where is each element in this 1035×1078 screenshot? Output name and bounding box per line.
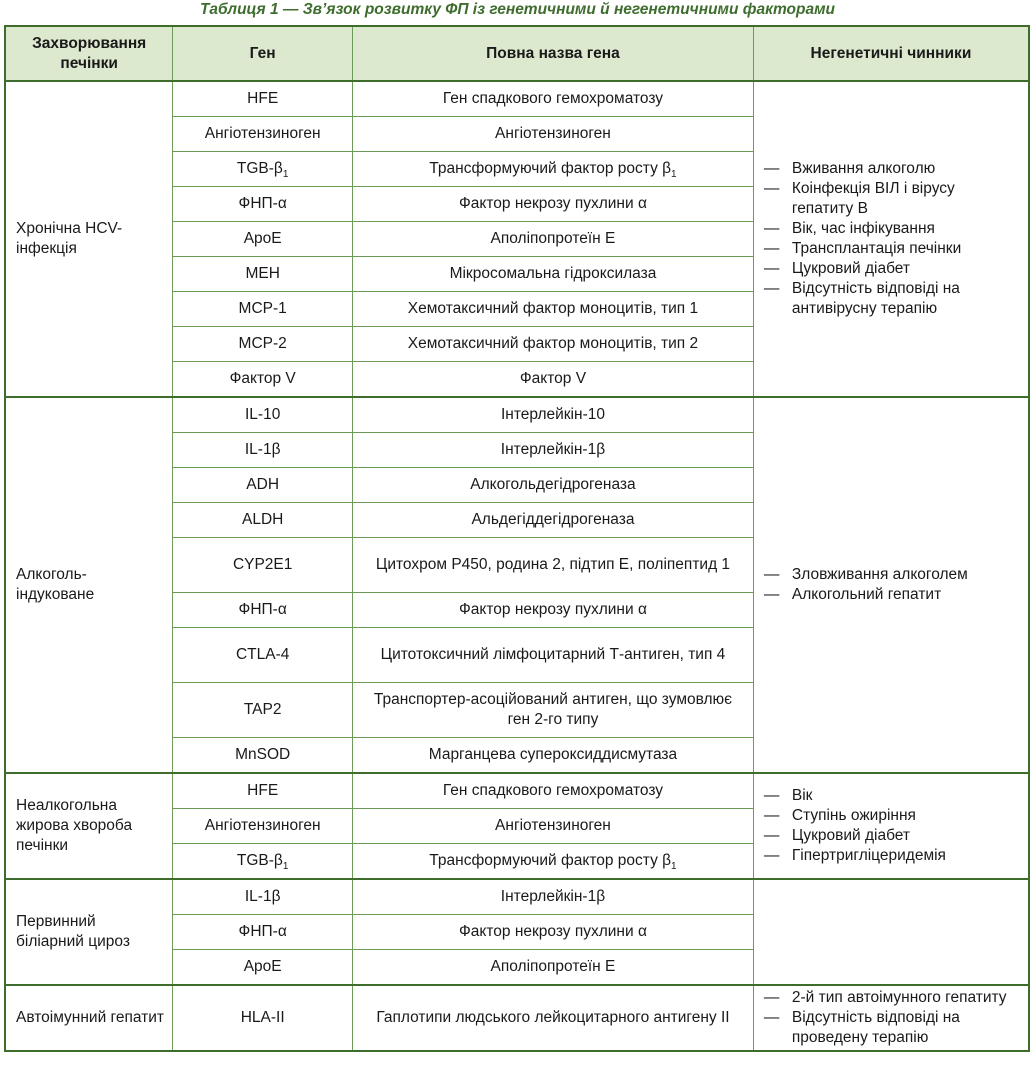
gene-full-name-cell [353,81,754,117]
gene-cell [173,985,353,1051]
factor-item: — Цукровий діабет [764,826,1020,846]
gene-symbol: Ангіотензиноген [204,817,321,834]
gene-cell [173,879,353,915]
gene-symbol: MCP-2 [238,335,287,352]
disease-cell: Автоімунний гепатит [5,985,173,1051]
gene-symbol: MCP-1 [238,300,287,317]
gene-cell [173,738,353,774]
gene-full-name: Транспортер-асоційований антиген, що зумовлює ген 2-го типу [373,691,733,728]
gene-cell [173,773,353,809]
factor-item: — Ступінь ожиріння [764,806,1020,826]
gene-cell [173,397,353,433]
disease-cell: Хронічна HCV-інфекція [5,81,173,397]
gene-full-name-cell [353,257,754,292]
table-row [5,81,1029,117]
gene-full-name-cell [353,397,754,433]
gene-cell [173,468,353,503]
gene-symbol: MEH [245,265,280,282]
gene-cell [173,327,353,362]
factor-item: — Вживання алкоголю [764,159,1020,179]
gene-symbol: HLA-II [240,1009,285,1026]
gene-cell [173,292,353,327]
gene-symbol: ALDH [241,511,284,528]
gene-full-name: Марганцева супероксиддисмутаза [428,746,678,763]
gene-full-name: Трансформуючий фактор росту β [429,852,672,869]
gene-full-name: Трансформуючий фактор росту β [429,160,672,177]
gene-full-name-cell [353,628,754,683]
header-gene: Ген [173,26,353,81]
gene-full-name-cell [353,117,754,152]
gene-full-name-cell [353,809,754,844]
table-caption: Таблиця 1 — Зв’язок розвитку ФП із генетичними й негенетичними факторами [199,1,836,18]
gene-cell [173,844,353,880]
gene-full-name: Гаплотипи людського лейкоцитарного антигену II [376,1009,730,1026]
name-subscript: 1 [671,861,677,873]
header-disease: Захворювання печінки [5,26,173,81]
gene-symbol: TGB-β [236,852,283,869]
gene-cell [173,950,353,986]
gene-full-name-cell [353,773,754,809]
gene-full-name-cell [353,362,754,398]
gene-full-name-cell [353,683,754,738]
gene-full-name: Аполіпопротеїн Е [490,230,616,247]
gene-symbol: ApoE [243,958,282,975]
gene-cell [173,433,353,468]
factors-list [764,786,1020,866]
gene-cell [173,81,353,117]
gene-full-name: Альдегіддегідрогеназа [471,511,635,528]
factors-list [764,159,1020,319]
factors-cell [753,81,1029,397]
factor-item: — Коінфекція ВІЛ і вірусу гепатиту В [764,179,1020,219]
gene-full-name-cell [353,433,754,468]
gene-symbol: TGB-β [236,160,283,177]
gene-full-name-cell [353,222,754,257]
factor-item: — Цукровий діабет [764,259,1020,279]
disease-cell: Алкоголь-індуковане [5,397,173,773]
gene-full-name: Хемотаксичний фактор моноцитів, тип 1 [407,300,699,317]
gene-symbol: IL-10 [245,406,281,423]
factor-item: — Вік [764,786,1020,806]
gene-symbol: CTLA-4 [235,646,290,663]
gene-full-name-cell [353,503,754,538]
factor-item: — Відсутність відповіді на антивірусну терапію [764,279,1020,319]
table-row [5,397,1029,433]
gene-full-name-cell [353,468,754,503]
gene-cell [173,362,353,398]
gene-cell [173,915,353,950]
header-full-name: Повна назва гена [353,26,754,81]
genes-table [4,25,1030,1052]
factor-item: — Відсутність відповіді на проведену терапію [764,1008,1020,1048]
factors-cell [753,879,1029,985]
gene-subscript: 1 [282,169,289,181]
gene-full-name-cell [353,985,754,1051]
table-body [5,81,1029,1051]
factors-cell [753,397,1029,773]
gene-full-name-cell [353,538,754,593]
gene-full-name: Алкогольдегідрогеназа [470,476,636,493]
gene-full-name-cell [353,327,754,362]
gene-symbol: IL-1β [244,888,281,905]
gene-symbol: CYP2E1 [232,556,293,573]
disease-cell: Неалкогольна жирова хвороба печінки [5,773,173,879]
gene-full-name: Фактор некрозу пухлини α [458,923,647,940]
gene-full-name-cell [353,915,754,950]
gene-cell [173,222,353,257]
gene-cell [173,593,353,628]
factor-item: — Вік, час інфікування [764,219,1020,239]
gene-full-name-cell [353,738,754,774]
gene-full-name-cell [353,950,754,986]
gene-full-name: Цитотоксичний лімфоцитарний Т-антиген, тип 4 [380,646,726,663]
header-factors: Негенетичні чинники [753,26,1029,81]
gene-cell [173,257,353,292]
gene-full-name-cell [353,152,754,187]
gene-full-name: Ген спадкового гемохроматозу [442,782,664,799]
gene-symbol: ФНП-α [238,923,287,940]
gene-full-name-cell [353,879,754,915]
gene-cell [173,628,353,683]
factor-item: — Гіпертригліцеридемія [764,846,1020,866]
gene-full-name-cell [353,593,754,628]
gene-full-name: Ген спадкового гемохроматозу [442,90,664,107]
gene-symbol: ADH [246,476,280,493]
gene-cell [173,187,353,222]
factor-item: — Зловживання алкоголем [764,565,1020,585]
gene-symbol: Ангіотензиноген [204,125,321,142]
gene-full-name-cell [353,844,754,880]
disease-cell: Первинний біліарний цироз [5,879,173,985]
gene-full-name: Фактор некрозу пухлини α [458,195,647,212]
gene-cell [173,683,353,738]
gene-cell [173,152,353,187]
header-row [5,26,1029,81]
factors-cell [753,985,1029,1051]
gene-symbol: HFE [247,90,279,107]
table-row [5,985,1029,1051]
factor-item: — Трансплантація печінки [764,239,1020,259]
gene-cell [173,117,353,152]
gene-full-name: Цитохром Р450, родина 2, підтип Е, поліпептид 1 [375,556,731,573]
gene-symbol: Фактор V [229,370,296,387]
gene-full-name: Інтерлейкін-10 [500,406,605,423]
gene-full-name: Ангіотензиноген [495,125,611,142]
gene-full-name: Аполіпопротеїн Е [490,958,616,975]
gene-symbol: ФНП-α [238,195,287,212]
gene-subscript: 1 [282,861,289,873]
gene-full-name-cell [353,187,754,222]
table-row [5,879,1029,915]
gene-symbol: TAP2 [243,701,282,718]
factor-item: — 2-й тип автоімунного гепатиту [764,988,1020,1008]
factor-item: — Алкогольний гепатит [764,585,1020,605]
gene-full-name-cell [353,292,754,327]
gene-cell [173,503,353,538]
gene-symbol: ApoE [243,230,282,247]
gene-symbol: HFE [247,782,279,799]
gene-full-name: Фактор некрозу пухлини α [458,601,647,618]
gene-symbol: ФНП-α [238,601,287,618]
gene-full-name: Ангіотензиноген [495,817,611,834]
gene-full-name: Інтерлейкін-1β [500,888,606,905]
gene-cell [173,538,353,593]
gene-symbol: IL-1β [244,441,281,458]
table-row [5,773,1029,809]
gene-symbol: MnSOD [235,746,291,763]
gene-full-name: Інтерлейкін-1β [500,441,606,458]
factors-list [764,988,1020,1048]
gene-full-name: Мікросомальна гідроксилаза [449,265,657,282]
gene-cell [173,809,353,844]
gene-full-name: Хемотаксичний фактор моноцитів, тип 2 [407,335,699,352]
gene-full-name: Фактор V [519,370,587,387]
factors-list [764,565,1020,605]
name-subscript: 1 [671,169,677,181]
factors-cell [753,773,1029,879]
